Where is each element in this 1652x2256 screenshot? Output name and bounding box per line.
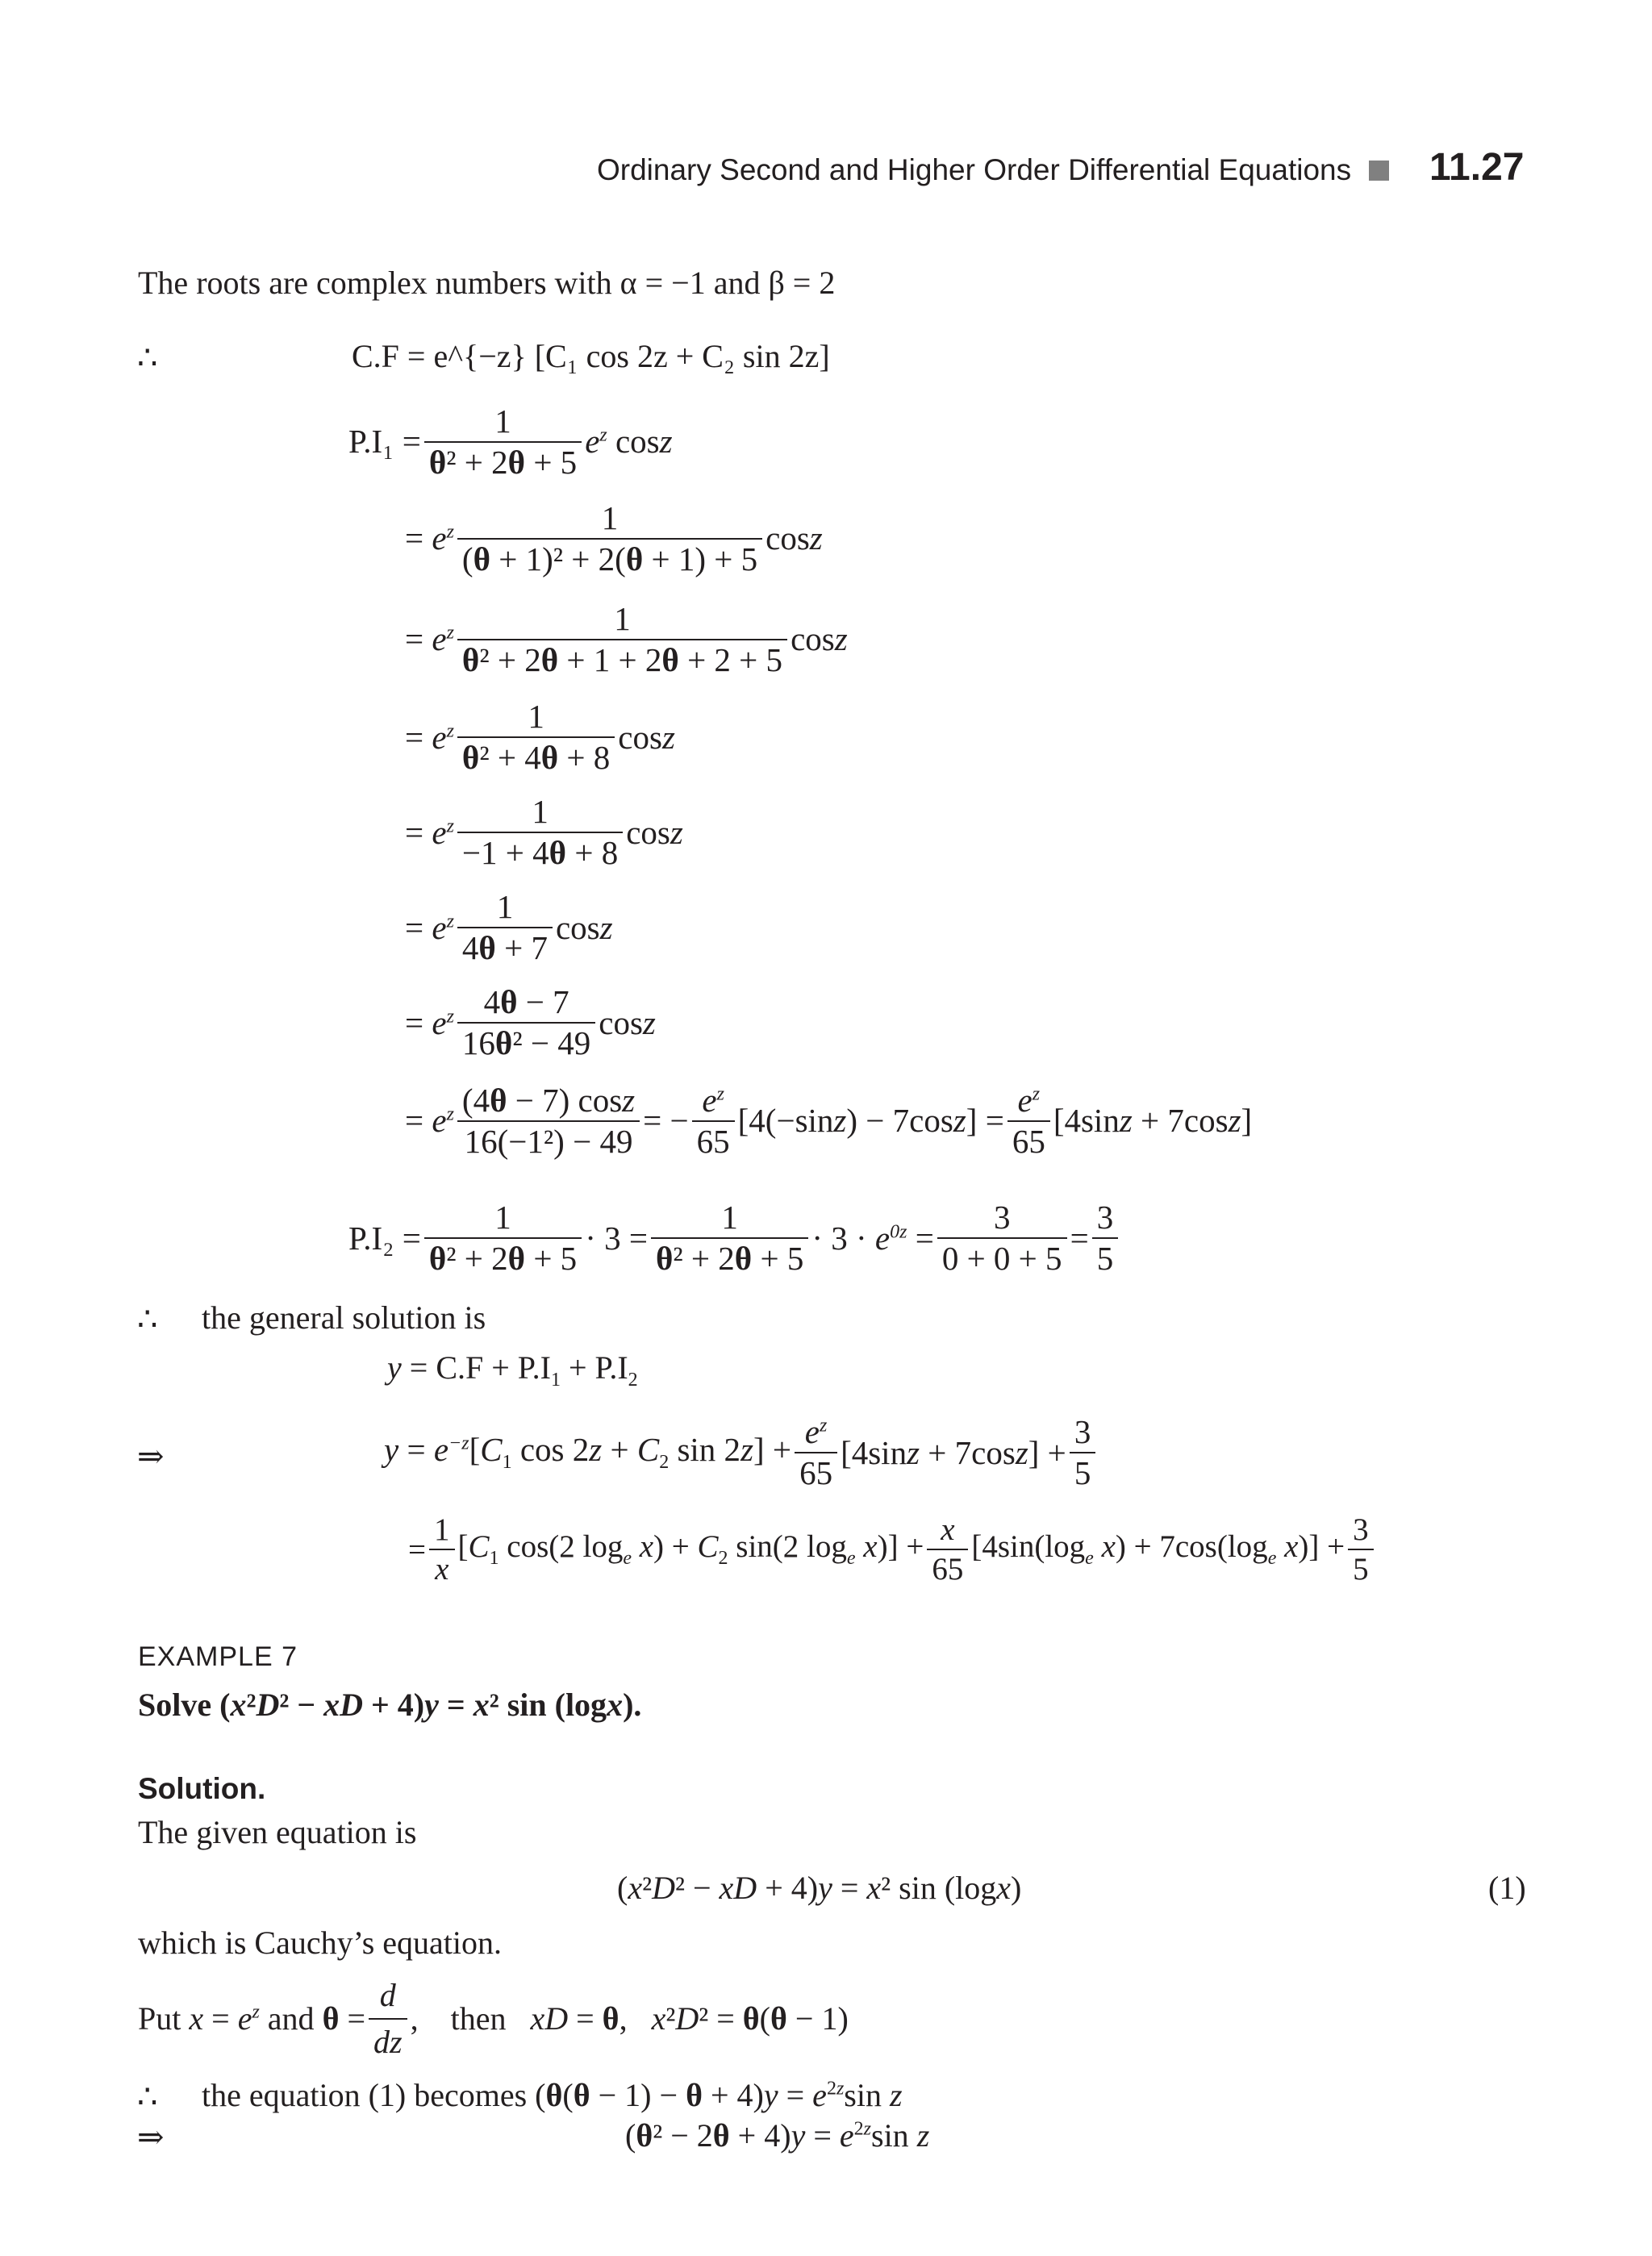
implies-symbol: ⇒	[137, 2119, 165, 2155]
fraction: $\frac{d}{dz}$	[369, 1976, 407, 2062]
pi2-line: P.I₂ = $\frac{1}{\text{θ² + 2θ + 5}}$ · 3 = $\frac{1}{\text{θ² + 2θ + 5}}$ · $3 \cdot e^{0z}$ = $\frac{3}{0 + 0 + 5}$ = $\frac{3}{5}$	[348, 1194, 1121, 1282]
roots-sentence: The roots are complex numbers with α = −1 and β = 2	[138, 265, 836, 301]
therefore-symbol: ∴	[137, 1301, 158, 1337]
example-problem: Solve (x²D² − xD + 4)y = x² sin (logx).	[138, 1687, 642, 1723]
fraction: $\frac{3}{0 + 0 + 5}$	[937, 1201, 1067, 1275]
fraction: $\frac{x}{65}$	[927, 1514, 968, 1585]
pi1-line-6: = $e^z$ $\frac{1}{4\theta + 7}$ cosz	[405, 888, 613, 966]
complementary-function: C.F = e^{−z} [C₁ cos 2z + C₂ sin 2z]	[352, 338, 830, 374]
given-equation-text: The given equation is	[138, 1814, 417, 1850]
pi1-label: P.I₁ =	[348, 423, 421, 460]
fraction: $\frac{1}{\text{(θ + 1)² + 2(θ + 1) + 5}}$	[457, 502, 762, 576]
fraction: $\frac{1}{x}$	[429, 1514, 455, 1585]
example-label: EXAMPLE 7	[138, 1641, 298, 1672]
pi1-line-5: = $e^z$ $\frac{1}{-1 + 4\theta + 8}$ cosz	[405, 793, 683, 871]
equation-number: (1)	[1488, 1870, 1526, 1906]
therefore-symbol: ∴	[137, 340, 158, 376]
therefore-symbol: ∴	[137, 2079, 158, 2115]
pi1-derivation	[348, 395, 1252, 1171]
fraction: $\frac{1}{\text{θ² + 2θ + 5}}$	[651, 1201, 808, 1275]
given-equation: (x²D² − xD + 4)y = x² sin (logx)	[617, 1870, 1022, 1906]
fraction: $\frac{1}{\text{θ² + 2θ + 1 + 2θ + 2 + 5}}$	[457, 603, 787, 677]
reduced-equation: $(\theta^2 - 2\theta + 4)y = e^{2z}\sin$ z	[625, 2117, 930, 2154]
solution-label: Solution.	[138, 1772, 266, 1805]
running-title: Ordinary Second and Higher Order Differential Equations	[597, 153, 1352, 186]
cauchy-text: which is Cauchy’s equation.	[138, 1924, 503, 1961]
pi1-line-4: = $e^z$ $\frac{1}{\text{θ² + 4θ + 8}}$ cosz	[405, 698, 675, 776]
fraction: $\frac{e^z}{65}$	[692, 1084, 735, 1158]
fraction: $\frac{e^z}{65}$	[1007, 1084, 1050, 1158]
fraction: $\frac{3}{5}$	[1070, 1416, 1096, 1490]
page-number: 11.27	[1429, 146, 1525, 189]
fraction: $\frac{4\theta - 7}{\text{16θ² − 49}}$	[457, 986, 595, 1060]
header-square-icon	[1369, 161, 1389, 181]
fraction: $\frac{1}{4\theta + 7}$	[457, 890, 553, 965]
general-solution-text: the general solution is	[202, 1299, 486, 1336]
fraction: $\frac{3}{5}$	[1348, 1514, 1374, 1585]
fraction: $\frac{(4\theta - 7) \cos z}{\text{16(−1²) − 49}}$	[457, 1084, 640, 1158]
fraction: $\frac{1}{\text{θ² + 2θ + 5}}$	[424, 1201, 582, 1275]
transformed-equation: the equation (1) becomes $(\theta(\theta - 1) - \theta + 4)y = e^{2z}\sin$ z	[202, 2077, 903, 2113]
fraction: $\frac{1}{\text{θ² + 2θ + 5}}$	[424, 405, 582, 479]
pi1-line-8: = $e^z$ $\frac{(4\theta - 7) \cos z}{\text{16(−1²) − 49}}$ = − $\frac{e^z}{65}$ [4(−sinz) − 7cosz] = $\frac{e^z}{65}$ [4sinz + 7cosz]	[405, 1081, 1253, 1160]
fraction: $\frac{1}{\text{θ² + 4θ + 8}}$	[457, 700, 615, 774]
general-solution-final: = $\frac{1}{x}$ [$C_1$ cos(2 $\log_e x) + C_2$ sin(2 $\log_e x$)] + $\frac{x}{65}$ [$4\sin(\log_e$ $x) + 7\cos(\log_e$ x)] + $\frac{3}{5}$	[408, 1502, 1377, 1597]
fraction: $\frac{1}{-1 + 4\theta + 8}$	[457, 795, 623, 869]
general-solution-sum: $y = C.F + P.I_1 + P.I_2$	[387, 1349, 638, 1391]
pi1-line-1: P.I₁ = $\frac{1}{\text{θ² + 2θ + 5}}$ $e^z$ cosz	[348, 402, 673, 481]
fraction: $\frac{e^z}{65}$	[795, 1416, 837, 1490]
pi1-line-3: = $e^z$ $\frac{1}{\text{θ² + 2θ + 1 + 2θ + 2 + 5}}$ cosz	[405, 599, 848, 678]
general-solution-expanded: $y = e^{-z}[C_1$ $\cos 2z + C_2$ sin 2z] + $\frac{e^z}{65}$ [4sinz + 7cosz] + $\frac{3}{5}$	[384, 1405, 1099, 1500]
substitution-line: Put $x = e^z$ and θ = $\frac{d}{dz}$ , then xD = θ, x²D² = θ(θ − 1)	[138, 1977, 849, 2060]
implies-symbol: ⇒	[137, 1438, 165, 1474]
pi2-label: P.I₂ =	[348, 1219, 421, 1257]
fraction: $\frac{3}{5}$	[1092, 1201, 1119, 1275]
pi1-line-2: = $e^z$ $\frac{1}{\text{(θ + 1)² + 2(θ + 1) + 5}}$ cosz	[405, 498, 823, 578]
pi1-line-7: = $e^z$ $\frac{4\theta - 7}{\text{16θ² − 49}}$ cosz	[405, 983, 656, 1061]
